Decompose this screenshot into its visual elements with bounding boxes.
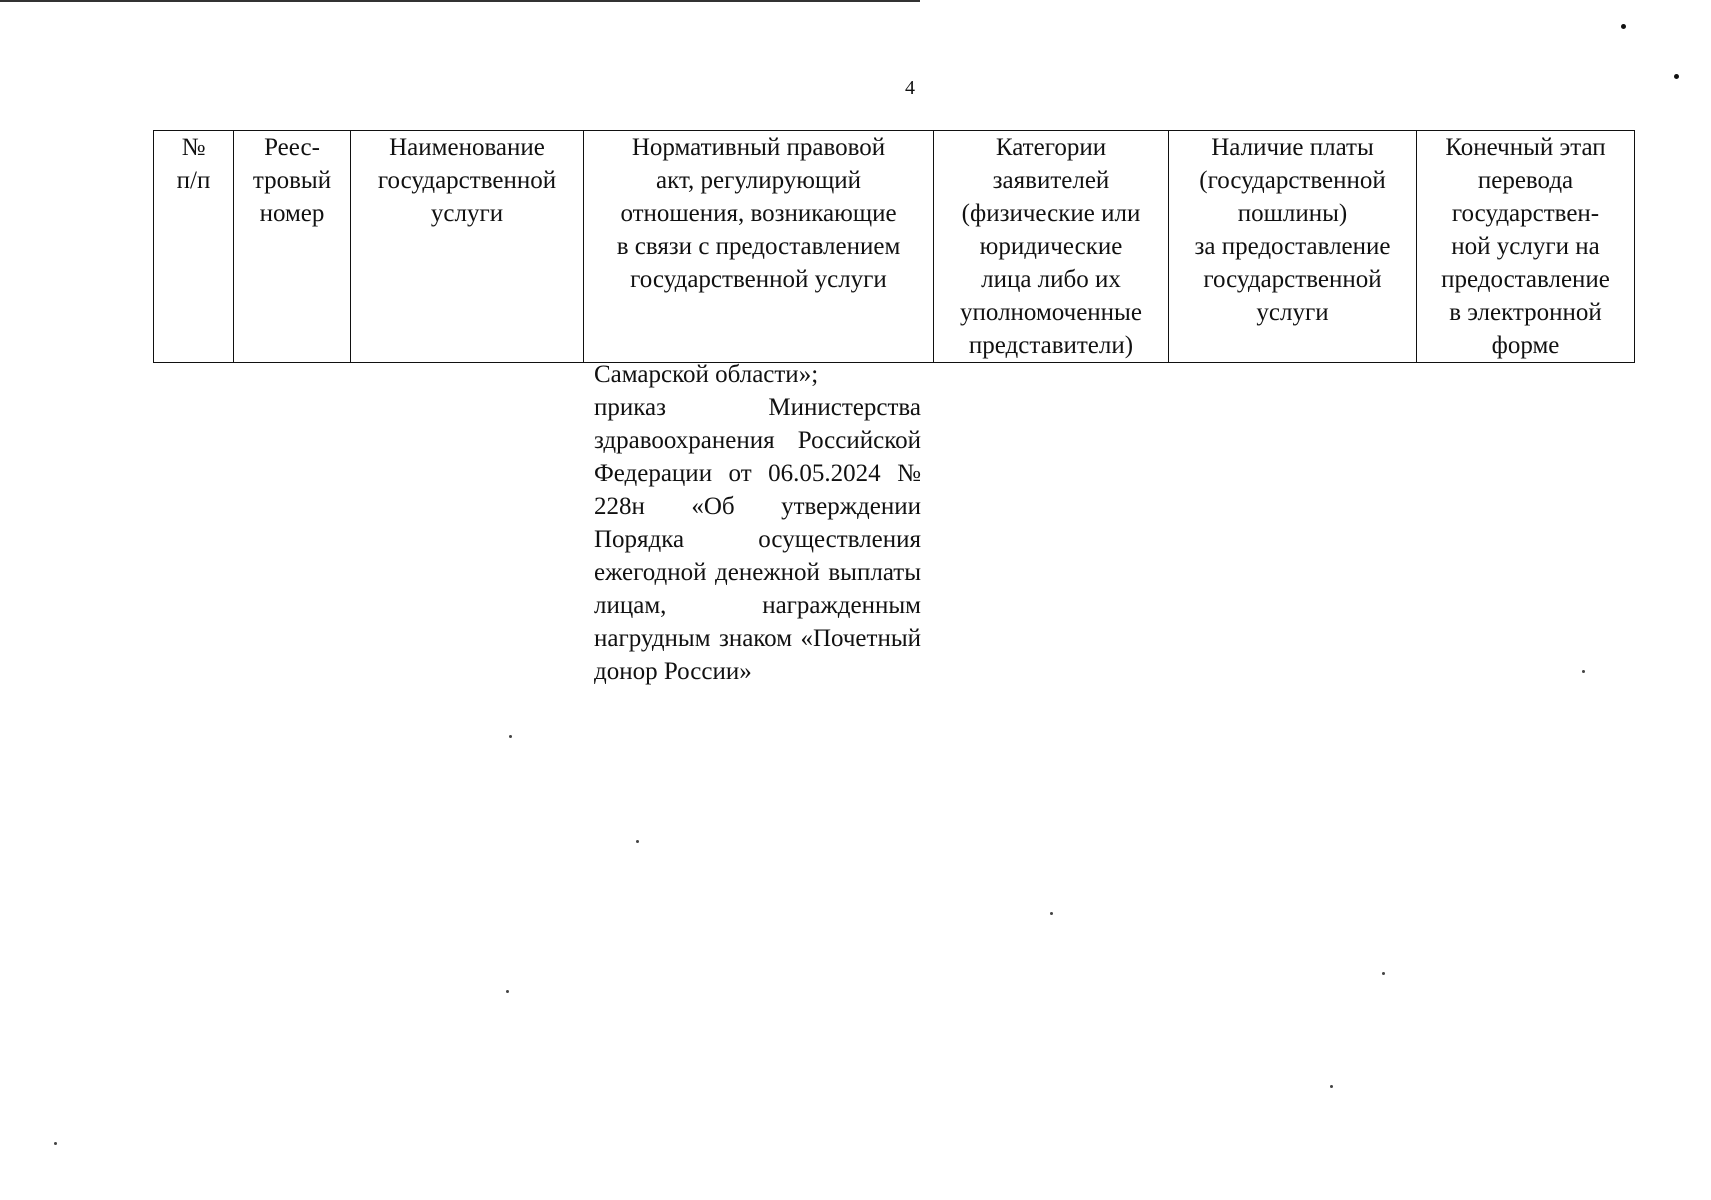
column-header-final-stage: Конечный этап перевода государствен- ной услуги на предоставление в электронной форме [1417,131,1635,363]
scan-speck [54,1142,57,1145]
scan-speck [1582,670,1585,673]
continuation-paragraph: приказ Министерства здравоохранения Российской Федерации от 06.05.2024 № 228н «Об утверждении Порядка осуществления ежегодной денежной выплаты лицам, награжденным нагрудным знаком «Почетный донор России» [594,394,921,685]
page-number: 4 [905,77,915,99]
column-header-service-name: Наименование государственной услуги [351,131,584,363]
scan-speck [1674,74,1679,79]
scan-speck [636,840,639,843]
scan-speck [1382,972,1385,975]
services-table [153,130,1635,363]
scan-speck [509,735,512,738]
scan-speck [506,990,509,993]
scan-speck [1050,912,1053,915]
scan-speck [1621,24,1626,29]
scan-edge-line [0,0,920,2]
column-header-number: № п/п [154,131,234,363]
column-header-registry-number: Реес- тровый номер [234,131,351,363]
column-header-applicant-categories: Категории заявителей (физические или юридические лица либо их уполномоченные представители) [934,131,1169,363]
legal-act-continuation [594,358,921,688]
column-header-legal-act: Нормативный правовой акт, регулирующий отношения, возникающие в связи с предоставлением государственной услуги [584,131,934,363]
scan-speck [1330,1085,1333,1088]
table-header-row [154,131,1635,363]
continuation-line: Самарской области»; [594,361,819,388]
column-header-fee: Наличие платы (государственной пошлины) за предоставление государственной услуги [1169,131,1417,363]
